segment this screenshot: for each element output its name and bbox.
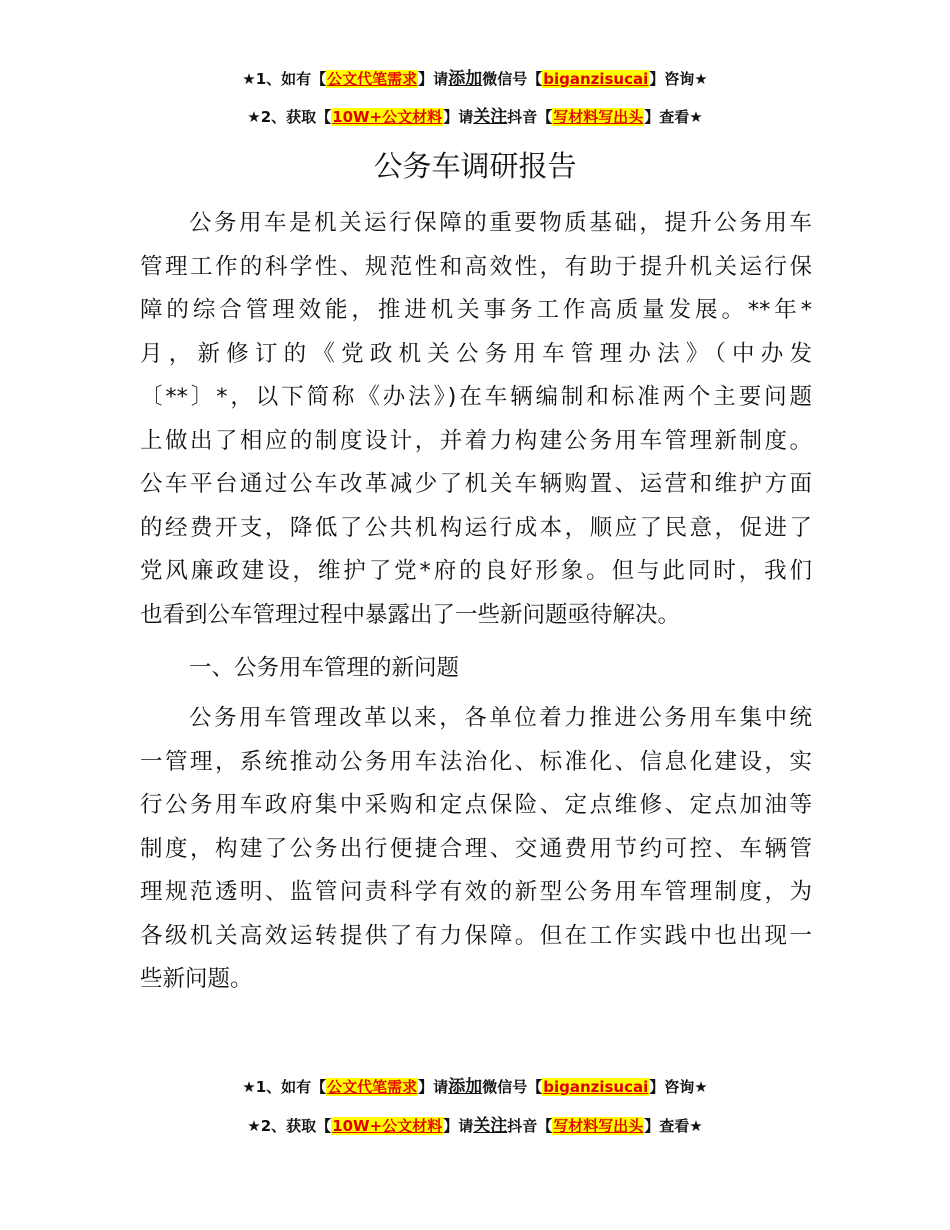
banner-text: 】请: [443, 1117, 474, 1135]
banner-star-prefix: ★: [242, 1078, 256, 1096]
banner-text: ★2、获取【: [247, 108, 332, 126]
paragraph-line: 上做出了相应的制度设计，并着力构建公务用车管理新制度。: [140, 427, 812, 454]
bottom-banner-line-1: [0, 1076, 950, 1098]
banner-star-prefix: ★: [242, 70, 256, 88]
top-banner-line-1: [0, 68, 950, 90]
paragraph-line: 一管理，系统推动公务用车法治化、标准化、信息化建设，实: [140, 748, 812, 775]
banner-text: 】咨询★: [649, 1078, 708, 1096]
banner-text: 】请: [418, 1078, 449, 1096]
banner-text: 】查看★: [644, 1117, 703, 1135]
paragraph-line: 的经费开支，降低了公共机构运行成本，顺应了民意，促进了: [140, 514, 812, 541]
douyin-account-highlight: 写材料写出头: [553, 1117, 644, 1135]
paragraph-line: 障的综合管理效能，推进机关事务工作高质量发展。**年*: [140, 297, 812, 323]
follow-emphasis: 关注: [473, 107, 508, 127]
document-title: 公务车调研报告: [373, 149, 577, 183]
paragraph-line: 各级机关高效运转提供了有力保障。但在工作实践中也出现一: [140, 922, 812, 949]
bottom-banner-line-2: [0, 1115, 950, 1137]
banner-text: 抖音【: [507, 1117, 553, 1135]
banner-text: 抖音【: [507, 108, 553, 126]
paragraph-line: 〔**〕*，以下简称《办法》)在车辆编制和标准两个主要问题: [140, 384, 812, 410]
materials-highlight: 10W+公文材料: [332, 108, 443, 126]
paragraph-line: 些新问题。: [140, 966, 253, 992]
wechat-id-highlight: biganzisucai: [543, 70, 649, 88]
banner-text: 微信号【: [482, 70, 543, 88]
wechat-id-highlight: biganzisucai: [543, 1078, 649, 1096]
banner-text: 】查看★: [644, 108, 703, 126]
banner-text: 】咨询★: [649, 70, 708, 88]
paragraph-line: 公车平台通过公车改革减少了机关车辆购置、运营和维护方面: [140, 471, 812, 497]
ghostwriting-service-highlight: 公文代笔需求: [327, 1078, 418, 1096]
banner-text: 】请: [443, 108, 474, 126]
paragraph-line: 公务用车是机关运行保障的重要物质基础，提升公务用车: [189, 210, 812, 236]
paragraph-line: 也看到公车管理过程中暴露出了一些新问题亟待解决。: [140, 601, 681, 628]
materials-highlight: 10W+公文材料: [332, 1117, 443, 1135]
ghostwriting-service-highlight: 公文代笔需求: [327, 70, 418, 88]
paragraph-line: 理规范透明、监管问责科学有效的新型公务用车管理制度，为: [140, 879, 812, 905]
paragraph-line: 月，新修订的《党政机关公务用车管理办法》（中办发: [140, 340, 812, 367]
banner-text: ★2、获取【: [247, 1117, 332, 1135]
top-banner-line-2: [0, 106, 950, 128]
banner-text: 】请: [418, 70, 449, 88]
banner-text: 1、如有【: [255, 70, 327, 88]
paragraph-intro: [140, 202, 812, 637]
douyin-account-highlight: 写材料写出头: [553, 108, 644, 126]
banner-text: 微信号【: [482, 1078, 543, 1096]
banner-text: 1、如有【: [255, 1078, 327, 1096]
add-emphasis: 添加: [448, 69, 483, 89]
paragraph-line: 管理工作的科学性、规范性和高效性，有助于提升机关运行保: [140, 253, 812, 280]
paragraph-line: 党风廉政建设，维护了党*府的良好形象。但与此同时，我们: [140, 558, 812, 584]
follow-emphasis: 关注: [473, 1116, 508, 1136]
add-emphasis: 添加: [448, 1077, 483, 1097]
section-heading-1: 一、公务用车管理的新问题: [189, 655, 460, 681]
paragraph-line: 公务用车管理改革以来，各单位着力推进公务用车集中统: [189, 705, 812, 731]
paragraph-line: 制度，构建了公务出行便捷合理、交通费用节约可控、车辆管: [140, 835, 812, 862]
paragraph-new-issues: [140, 697, 812, 1002]
paragraph-line: 行公务用车政府集中采购和定点保险、定点维修、定点加油等: [140, 792, 812, 818]
